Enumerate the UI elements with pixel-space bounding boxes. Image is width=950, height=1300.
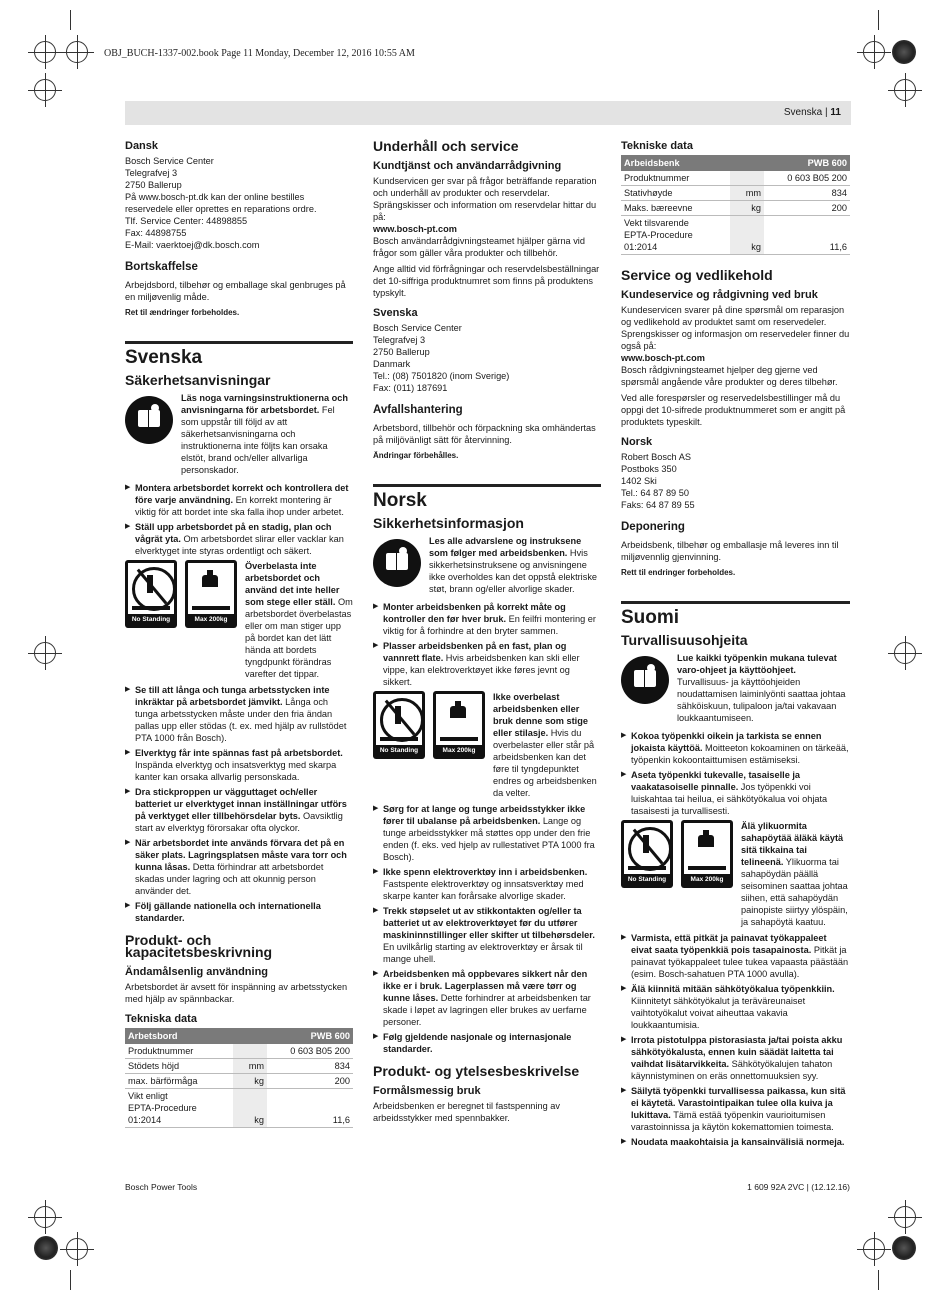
bortskaffelse-text: Arbejdsbord, tilbehør og emballage skal genbruges på en miljøvenlig måde. [125, 280, 346, 302]
registration-mark-icon [34, 41, 56, 63]
list-item: ▶ Noudata maakohtaisia ja kansainvälisiä normeja. [621, 1136, 850, 1148]
pictogram-row [373, 691, 601, 799]
column-2 [373, 140, 601, 1128]
color-dot-icon [892, 40, 916, 64]
warning-text: Les alle advarslene og instruksene som følger med arbeidsbenken. Hvis sikkerhetsinstruksene og anvisningene ikke overholdes kan det oppstå elektriske støt, brann og/eller alvorlige skader. [429, 536, 598, 594]
list-item: ▶ Montera arbetsbordet korrekt och kontrollera det före varje användning. En korrekt montering är viktig för att bordet inte ska falla ihop under arbetet. [125, 482, 353, 518]
registration-mark-icon [34, 1206, 56, 1228]
registration-mark-icon [66, 1238, 88, 1260]
list-item: ▶ Se till att långa och tunga arbetsstycken inte inkräktar på arbetsbordet jämvikt. Långa och tunga arbetsstycken måste under den fria ändan pallas upp eller stödas (t. ex. med hjälp av rullstödet PTA 1000 från Bosch). [125, 684, 353, 744]
page-number: 11 [830, 107, 841, 118]
warning-block [621, 652, 850, 724]
list-item: ▶ Monter arbeidsbenken på korrekt måte og kontroller den før hver bruk. En feilfri montering er viktig for å forhindre at den bryter sammen. [373, 601, 601, 637]
safety-list-2 [373, 803, 601, 1055]
safety-list [373, 601, 601, 688]
tech-data-heading: Tekniske data [621, 140, 693, 152]
list-item: ▶ Arbeidsbenken må oppbevares sikkert når den ikke er i bruk. Lagerplassen må være tørr og kunne låses. Dette forhindrer at arbeidsbenken tar skade i løpet av lagringen eller brukes av uerfarne personer. [373, 968, 601, 1028]
header-language: Svenska [783, 107, 823, 118]
disposal-heading: Avfallshantering [373, 404, 463, 416]
customer-service-text: Kundservicen ger svar på frågor beträffande reparation och underhåll av produkter och reservdelar. Sprängskisser och information om reservdelar hittar du på: www.bosch-pt.com Bosch användarrådgivningsteamet hjälper gärna vid frågor som gäller våra produkter och tillbehör. [373, 176, 597, 258]
table-row: Vikt enligt EPTA-Procedure 01:2014 kg 11,6 [125, 1089, 353, 1128]
intended-use-heading: Formålsmessig bruk [373, 1085, 481, 1097]
color-dot-icon [34, 1236, 58, 1260]
disposal-text: Arbeidsbenk, tilbehør og emballasje må leveres inn til miljøvennlig gjenvinning. [621, 540, 839, 562]
warning-block [373, 535, 601, 595]
svenska-address: Bosch Service Center Telegrafvej 3 2750 Ballerup Danmark Tel.: (08) 7501820 (inom Sverige) Fax: (011) 187691 [373, 323, 510, 393]
norsk-address: Robert Bosch AS Postboks 350 1402 Ski Tel.: 64 87 89 50 Faks: 64 87 89 55 [621, 452, 695, 510]
column-3 [621, 140, 850, 1151]
safety-heading: Sikkerhetsinformasjon [373, 515, 524, 531]
list-item: ▶ Følg gjeldende nasjonale og internasjonale standarder. [373, 1031, 601, 1055]
overload-text: Överbelasta inte arbetsbordet och använd det inte heller som stege eller ställ. Om arbetsbordet överbelastas eller om man stiger upp på bordet kan det lätt hända att bordets tyngdpunkt förändras varefter det tippar. [245, 561, 353, 679]
page-header-text [784, 107, 841, 118]
crop-mark [70, 1270, 71, 1290]
table-row: Stativhøyde mm 834 [621, 186, 850, 201]
registration-mark-icon [894, 1206, 916, 1228]
disposal-heading: Deponering [621, 521, 685, 533]
table-header: Arbetsbord [125, 1028, 233, 1044]
dansk-address: Bosch Service Center Telegrafvej 3 2750 Ballerup På www.bosch-pt.dk kan der online bestilles reservedele eller oprettes en reparations ordre. Tlf. Service Center: 44898855 Fax: 44898755 E-Mail: vaerktoej@dk.bosch.com [125, 156, 317, 250]
tech-data-table [621, 155, 850, 255]
max-load-icon: Max 200kg [681, 820, 733, 888]
safety-list [125, 482, 353, 557]
list-item: ▶ Följ gällande nationella och internationella standarder. [125, 900, 353, 924]
maintenance-heading: Underhåll och service [373, 138, 519, 154]
pictogram-row [125, 560, 353, 680]
product-heading: Produkt- och kapacitetsbeskrivning [125, 932, 273, 960]
list-item: ▶ Kokoa työpenkki oikein ja tarkista se ennen jokaista käyttöä. Moitteeton kokoaminen on tärkeää, työpenkin kokoontaittumisen estämiseksi. [621, 730, 850, 766]
list-item: ▶ Säilytä työpenkki turvallisessa paikassa, kun sitä ei käytetä. Varastointipaikan tulee olla kuiva ja lukittava. Tämä estää työpenkin vaurioitumisen varastoinnissa ja käytön kokemattomien toimesta. [621, 1085, 850, 1133]
list-item: ▶ Trekk støpselet ut av stikkontakten og/eller ta batteriet ut av elektroverktøyet før du utfører maskininnstillinger eller skifter ut tilbehørsdeler. En uvilkårlig starting av elektroverktøy er årsak til mange uhell. [373, 905, 601, 965]
list-item: ▶ Älä kiinnitä mitään sähkötyökalua työpenkkiin. Kiinnitetyt sähkötyökalut ja teräväreunaiset vaihtotyökalut voivat aiheuttaa vakavia loukkaantumisia. [621, 983, 850, 1031]
list-item: ▶ Sørg for at lange og tunge arbeidsstykker ikke fører til ubalanse på arbeidsbenken. Lange og tunge arbeidsstykker må støttes opp under den frie enden (f. eks. ved hjelp av rullestativet PTA 1000 fra Bosch). [373, 803, 601, 863]
footer-right: 1 609 92A 2VC | (12.12.16) [747, 1182, 850, 1192]
registration-mark-icon [894, 642, 916, 664]
bortskaffelse-heading: Bortskaffelse [125, 261, 198, 273]
registration-mark-icon [894, 79, 916, 101]
tech-data-heading: Tekniska data [125, 1013, 197, 1025]
list-item: ▶ Elverktyg får inte spännas fast på arbetsbordet. Inspända elverktyg och insatsverktyg med skarpa kanter kan orsaka allvarlig personskada. [125, 747, 353, 783]
safety-heading: Turvallisuusohjeita [621, 632, 748, 648]
safety-list-2 [125, 684, 353, 924]
table-row: max. bärförmåga kg 200 [125, 1074, 353, 1089]
crop-mark [70, 10, 71, 30]
warning-text: Lue kaikki työpenkin mukana tulevat varo-ohjeet ja käyttöohjeet. Turvallisuus- ja käyttöohjeiden noudattamisen laiminlyönti saattaa johtaa sähköiskuun, tulipaloon ja/tai vakavaan loukkaantumiseen. [677, 653, 846, 723]
read-manual-icon [125, 396, 173, 444]
list-item: ▶ Ikke spenn elektroverktøy inn i arbeidsbenken. Fastspente elektroverktøy og innsatsverktøy med skarpe kanter kan forårsake alvorlige skader. [373, 866, 601, 902]
dansk-heading: Dansk [125, 140, 159, 152]
intended-use-heading: Ändamålsenlig användning [125, 966, 269, 978]
list-item: ▶ Aseta työpenkki tukevalle, tasaiselle ja vaakatasoiselle pinnalle. Jos työpenkki voi luiskahtaa tai heilua, ei sähkötyökalua voi ohjata tasaisesti ja turvallisesti. [621, 769, 850, 817]
service-heading: Service og vedlikehold [621, 267, 773, 283]
table-header: PWB 600 [267, 1028, 353, 1044]
disposal-text: Arbetsbord, tillbehör och förpackning ska omhändertas på miljövänligt sätt för återvinning. [373, 423, 596, 445]
intended-use-text: Arbetsbordet är avsett för inspänning av arbetsstycken med hjälp av spännbackar. [125, 982, 348, 1004]
warning-block [125, 392, 353, 476]
list-item: ▶ Ställ upp arbetsbordet på en stadig, plan och vågrät yta. Om arbetsbordet slirar eller vacklar kan elverktyget inte styras ordentligt och säkert. [125, 521, 353, 557]
customer-service-heading: Kundeservice og rådgivning ved bruk [621, 289, 818, 301]
table-row: Stödets höjd mm 834 [125, 1059, 353, 1074]
intended-use-text: Arbeidsbenken er beregnet til fastspenning av arbeidsstykker med spennbakker. [373, 1101, 560, 1123]
registration-mark-icon [863, 1238, 885, 1260]
svenska-address-heading: Svenska [373, 307, 418, 319]
overload-text: Ikke overbelast arbeidsbenken eller bruk denne som stige eller stilasje. Hvis du overbelaster eller står på arbeidsbenken kan det føre til tyngdepunktet endres og arbeidsbenken da velter. [493, 692, 597, 798]
customer-service-heading: Kundtjänst och användarrådgivning [373, 160, 562, 172]
column-1 [125, 140, 353, 1134]
overload-text: Älä ylikuormita sahapöytää äläkä käytä sitä tikkaina tai telineenä. Ylikuorma tai sahapöydän päällä seisominen saattaa johtaa siihen, että sahapöydän painopiste siirtyy ylöspäin, ja sahapöytä kaatuu. [741, 821, 848, 927]
list-item: ▶ Irrota pistotulppa pistorasiasta ja/tai poista akku sähkötyökalusta, ennen kuin säädät laitetta tai vaihdat lisätarvikkeita. Sähkötyökalujen tahaton käynnistyminen on eräs onnettomuuksien syy. [621, 1034, 850, 1082]
language-heading-suomi: Suomi [621, 601, 850, 624]
warning-text: Läs noga varningsinstruktionerna och anvisningarna för arbetsbordet. Fel som uppstår till följd av att säkerhetsanvisningarna och instruktionerna inte följts kan orsaka elstöt, brand och/eller allvarliga personskador. [181, 393, 348, 475]
product-heading: Produkt- og ytelsesbeskrivelse [373, 1063, 580, 1079]
table-header: PWB 600 [764, 155, 850, 171]
pictogram-row [621, 820, 850, 928]
list-item: ▶ Plasser arbeidsbenken på en fast, plan og vannrett flate. Hvis arbeidsbenken kan skli eller vippe, kan elektroverktøyet ikke føres jevnt og sikkert. [373, 640, 601, 688]
no-standing-icon: No Standing [621, 820, 673, 888]
footer-left: Bosch Power Tools [125, 1182, 198, 1192]
safety-heading: Säkerhetsanvisningar [125, 372, 271, 388]
registration-mark-icon [34, 79, 56, 101]
safety-list-2 [621, 932, 850, 1148]
table-row: Produktnummer 0 603 B05 200 [125, 1044, 353, 1059]
language-heading-svenska: Svenska [125, 341, 353, 364]
list-item: ▶ När arbetsbordet inte används förvara det på en säker plats. Lagringsplatsen måste vara torr och kunna låsas. Detta förhindrar att arbetsbordet skadas under lagring och att okunnig person använder det. [125, 837, 353, 897]
print-slug: OBJ_BUCH-1337-002.book Page 11 Monday, December 12, 2016 10:55 AM [104, 48, 415, 59]
list-item: ▶ Varmista, että pitkät ja painavat työkappaleet eivat saata työpenkkiä pois tasapainosta. Pitkät ja painavat työkappaleet tulee tukea vapaasta päästään (esim. Bosch-sahatuen PTA 1000 avulla). [621, 932, 850, 980]
customer-service-text: Kundeservicen svarer på dine spørsmål om reparasjon og vedlikehold av produktet samt om reservedeler. Sprengskisser og informasjon om reservedeler finner du også på: www.bosch-pt.com Bosch rådgivningsteamet hjelper deg gjerne ved spørsmål angående våre produkter og deres tilbehør. [621, 305, 850, 387]
max-load-icon: Max 200kg [185, 560, 237, 628]
crop-mark [878, 10, 879, 30]
customer-service-text-2: Ange alltid vid förfrågningar och reservdelsbeställningar det 10-siffriga produktnumret som finns på produktens typskylt. [373, 264, 600, 298]
norsk-address-heading: Norsk [621, 436, 653, 448]
crop-mark [878, 1270, 879, 1290]
list-item: ▶ Dra stickproppen ur vägguttaget och/eller batteriet ur elverktyget innan inställningar utförs på verktyget eller tillbehörsdelar byts. Oavsiktlig start av elverktyg förorsakar ofta olyckor. [125, 786, 353, 834]
registration-mark-icon [66, 41, 88, 63]
no-standing-icon: No Standing [373, 691, 425, 759]
no-standing-icon: No Standing [125, 560, 177, 628]
table-row: Vekt tilsvarende EPTA-Procedure 01:2014 kg 11,6 [621, 216, 850, 255]
read-manual-icon [373, 539, 421, 587]
color-dot-icon [892, 1236, 916, 1260]
disposal-note: Ändringar förbehålles. [373, 451, 459, 460]
customer-service-text-2: Ved alle forespørsler og reservedelsbestillinger må du oppgi det 10-sifrede produktnummeret som er angitt på produktets typeskilt. [621, 393, 846, 427]
disposal-note: Rett til endringer forbeholdes. [621, 568, 736, 577]
read-manual-icon [621, 656, 669, 704]
registration-mark-icon [863, 41, 885, 63]
registration-mark-icon [34, 642, 56, 664]
table-row: Maks. bæreevne kg 200 [621, 201, 850, 216]
page-header [125, 101, 851, 125]
safety-list [621, 730, 850, 817]
max-load-icon: Max 200kg [433, 691, 485, 759]
header-separator: | [825, 107, 828, 118]
table-header: Arbeidsbenk [621, 155, 730, 171]
table-row: Produktnummer 0 603 B05 200 [621, 171, 850, 186]
language-heading-norsk: Norsk [373, 484, 601, 507]
tech-data-table [125, 1028, 353, 1128]
bortskaffelse-note: Ret til ændringer forbeholdes. [125, 308, 240, 317]
